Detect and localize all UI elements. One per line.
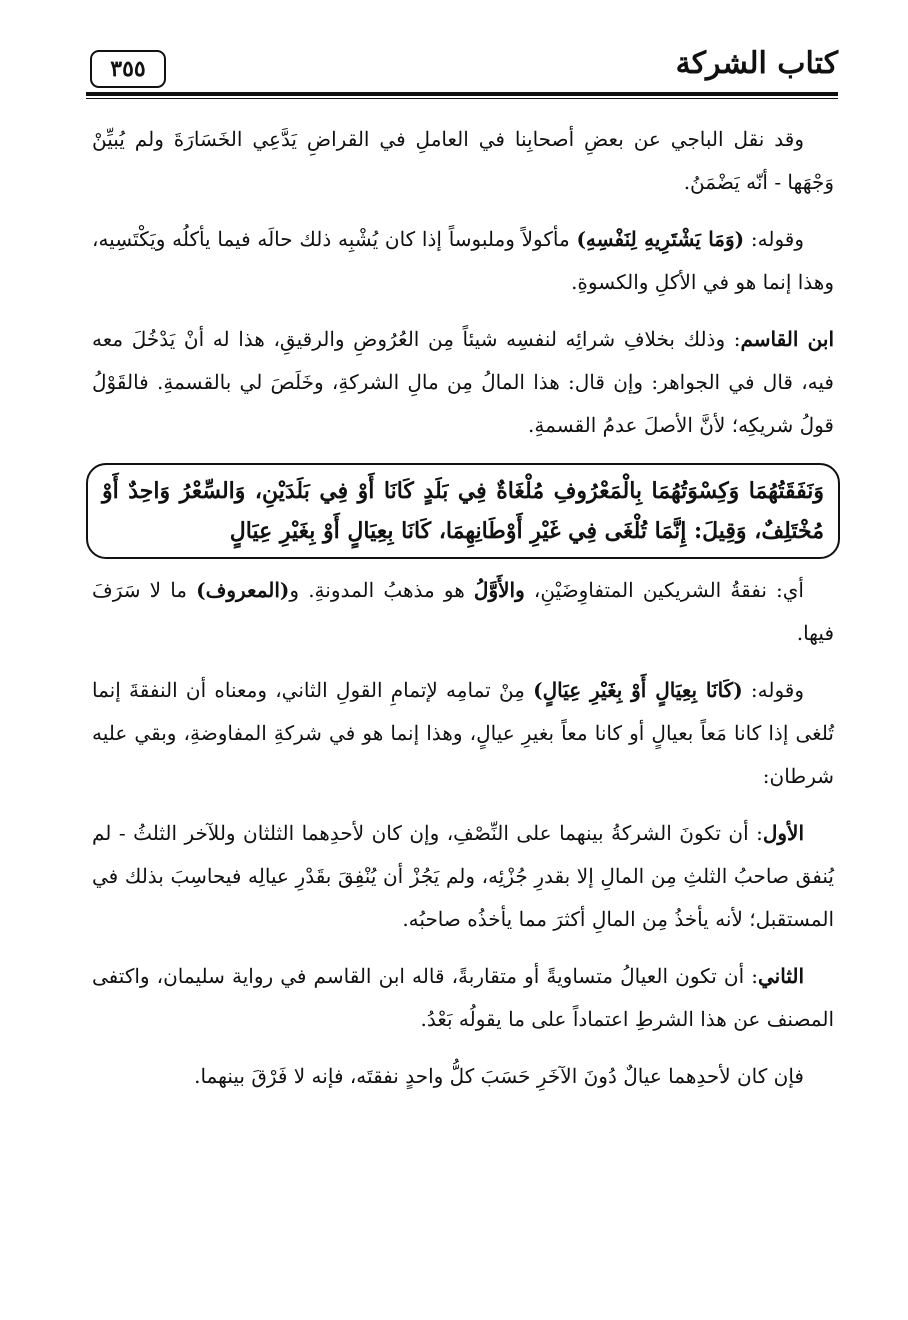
running-title: كتاب الشركة <box>675 46 838 81</box>
paragraph-3-lead: ابن القاسم <box>740 327 834 351</box>
paragraph-6 <box>92 812 834 941</box>
page-header <box>86 40 838 100</box>
paragraph-3-rest: : وذلك بخلافِ شرائِه لنفسِه شيئاً مِن العُرُوضِ والرقيقِ، هذا له أنْ يَدْخُلَ معه فيه، قال في الجواهر: وإن قال: هذا المالُ مِن مالِ الشركةِ، وخَلَصَ لي بالقسمةِ. فالقَوْلُ قولُ شريكِه؛ لأنَّ الأصلَ عدمُ القسمةِ. <box>92 327 834 437</box>
paragraph-3 <box>92 318 834 447</box>
matn-box: وَنَفَقَتُهُمَا وَكِسْوَتُهُمَا بِالْمَعْرُوفِ مُلْغَاةٌ فِي بَلَدٍ كَانَا أَوْ فِي بَلَدَيْنِ، وَالسِّعْرُ وَاحِدٌ أَوْ مُخْتَلِفٌ، وَقِيلَ: إِنَّمَا تُلْغَى فِي غَيْرِ أَوْطَانِهِمَا، كَانَا بِعِيَالٍ أَوْ بِغَيْرِ عِيَالٍ <box>86 463 840 559</box>
paragraph-4-lead: أي: نفقةُ الشريكين المتفاوِضَيْنِ، <box>524 578 804 602</box>
paragraph-8: فإن كان لأحدِهما عيالٌ دُونَ الآخَرِ حَسَبَ كلُّ واحدٍ نفقتَه، فإنه لا فَرْقَ بينهما. <box>194 1064 804 1088</box>
paragraph-2-quote: (وَمَا يَشْتَرِيهِ لِنَفْسِهِ) <box>576 227 745 251</box>
paragraph-5-quote: (كَانَا بِعِيَالٍ أَوْ بِغَيْرِ عِيَالٍ) <box>533 678 743 702</box>
paragraph-6-lead: الأول <box>762 821 804 845</box>
paragraph-4-rest: ما لا سَرَفَ فيها. <box>92 578 834 645</box>
paragraph-7-rest: : أن تكون العيالُ متساويةً أو متقاربةً، قاله ابن القاسم في رواية سليمان، واكتفى المصنف عن هذا الشرطِ اعتماداً على ما يقولُه بَعْدُ. <box>92 964 834 1031</box>
paragraph-5 <box>92 669 834 798</box>
paragraph-2-rest: مأكولاً وملبوساً إذا كان يُشْبِه ذلك حالَه فيما يأكلُه ويَكْتَسِيه، وهذا إنما هو في الأكلِ والكسوةِ. <box>92 227 834 294</box>
header-rule-thin <box>86 98 838 99</box>
paragraph-2-lead: وقوله: <box>744 227 804 251</box>
paragraph-4-bold-1: والأَوَّلُ <box>473 578 525 602</box>
page-body <box>92 118 834 1098</box>
paragraph-7-lead: الثاني <box>757 964 804 988</box>
page-number: ٣٥٥ <box>90 50 166 88</box>
paragraph-1: وقد نقل الباجي عن بعضِ أصحابِنا في العاملِ في القراضِ يَدَّعِي الخَسَارَةَ ولم يُبيِّنْ وَجْهَها - أنّه يَضْمَنُ. <box>92 127 834 194</box>
header-rule <box>86 92 838 96</box>
paragraph-2 <box>92 218 834 304</box>
paragraph-7 <box>92 955 834 1041</box>
paragraph-4 <box>92 569 834 655</box>
paragraph-5-lead: وقوله: <box>742 678 804 702</box>
paragraph-6-rest: : أن تكونَ الشركةُ بينهما على النِّصْفِ، وإن كان لأحدِهما الثلثان وللآخر الثلثُ - لم يُنفق صاحبُ الثلثِ مِن المالِ إلا بقدرِ جُزْئِه، ولم يَجُزْ أن يُنْفِقَ بقَدْرِ عيالِه فيحاسِبَ بذلك في المستقبل؛ لأنه يأخذُ مِن المالِ أكثرَ مما يأخذُه صاحبُه. <box>92 821 834 931</box>
paragraph-4-bold-2: (المعروف) <box>196 578 290 602</box>
paragraph-5-rest: مِنْ تمامِه لإتمامِ القولِ الثاني، ومعناه أن النفقةَ إنما تُلغى إذا كانا مَعاً بعيالٍ أو كانا معاً بغيرِ عيالٍ، وهذا إنما هو في شركةِ المفاوضةِ، وبقي عليه شرطان: <box>92 678 834 788</box>
paragraph-4-mid: هو مذهبُ المدونةِ. و <box>289 578 474 602</box>
